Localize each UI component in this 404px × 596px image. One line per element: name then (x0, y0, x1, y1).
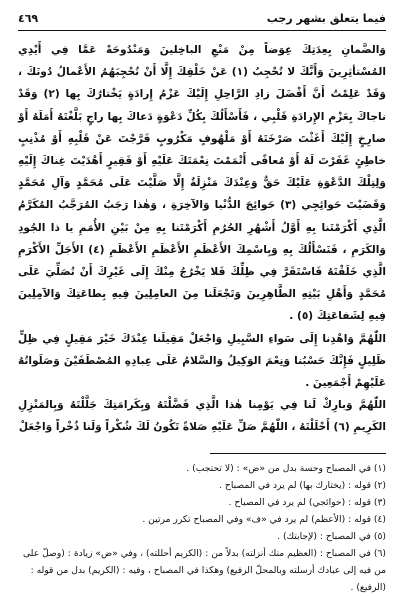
body-paragraph: وَالضَّمانِ بِعِدَتِكَ عِوَضاً مِنْ مَنْعِ الباخِلينَ وَمَنْدُوحَةً عَمَّا فِي أَيْدِي المُسْتأثِرِينَ وَأَنَّكَ لا تُحْجِبُ (١) عَنْ خَلْقِكَ إِلَّا أَنْ تُحْجِبَهُمُ الأَعْمالُ دُونَكَ ، وَقَدْ عَلِمْتُ أَنَّ أَفْضَلَ زادِ الرَّاحِلِ إِلَيْكَ عَزْمُ إِرادَةٍ يَخْتارُكَ بِها (٢) وَقَدْ ناجاكَ بِعَزْمِ الإِرادَةِ قَلْبِي ، فَأَسْأَلُكَ بِكُلِّ دَعْوَةٍ دَعاكَ بِها راجٍ بَلَّغْتَهُ أَمَلَهُ أَوْ صارِخٍ إِلَيْكَ أَغَثْتَ صَرْخَتَهُ أَوْ مَلْهُوفٍ مَكْرُوبٍ فَرَّجْتَ عَنْ قَلْبِهِ أَوْ مُذْنِبٍ خاطِئٍ غَفَرْتَ لَهُ أَوْ مُعافًى أَتْمَمْتَ نِعْمَتَكَ عَلَيْهِ أَوْ فَقِيرٍ أَهْدَيْتَ غِناكَ إِلَيْهِ وَلِتِلْكَ الدَّعْوَةِ عَلَيْكَ حَقٌّ وَعِنْدَكَ مَنْزِلَةٌ إِلَّا صَلَّيْتَ عَلَى مُحَمَّدٍ وَآلِ مُحَمَّدٍ وَقَضَيْتَ حَوائِجِي (٣) حَوائِجَ الدُّنْيا وَالآخِرَةِ ، وَهٰذا رَجَبُ المُرَجَّبُ المُكَرَّمُ الَّذِي أَكْرَمْتَنا بِهِ أَوَّلُ أَشْهُرِ الحُرُمِ أَكْرَمْتَنا بِهِ مِنْ بَيْنِ الأُمَمِ يا ذا الجُودِ وَالكَرَمِ ، فَنَسْأَلُكَ بِهِ وَبِاسْمِكَ الأَعْظَمِ الأَعْظَمِ الأَعْظَمِ (٤) الأَجَلِّ الأَكْرَمِ الَّذِي خَلَقْتَهُ فَاسْتَقَرَّ فِي ظِلِّكَ فَلا يَخْرُجُ مِنْكَ إِلَى غَيْرِكَ أَنْ تُصَلِّيَ عَلَى مُحَمَّدٍ وَأَهْلِ بَيْتِهِ الطَّاهِرِينَ وَتَجْعَلَنا مِنَ العامِلِينَ فِيهِ بِطاعَتِكَ وَالآمِلِينَ فِيهِ لِشَفاعَتِكَ (٥) . (18, 44, 387, 323)
page-number: ٤٦٩ (18, 12, 39, 25)
footnote: (٥) في المصباح : (لإجابتك) . (277, 530, 386, 542)
footnote: (٣) قوله : (حوائجي) لم يرد في المصباح . (228, 496, 386, 508)
footnote-divider (210, 453, 386, 454)
footnotes (18, 460, 386, 596)
running-title: فيما يتعلق بشهر رجب (266, 12, 386, 25)
body-text (18, 39, 386, 439)
footnote: (٤) قوله : (الأعظم) لم يرد في «ف» وفي المصباح تكرر مرتين . (142, 513, 386, 525)
body-paragraph: اللّٰهُمَّ وَبارِكْ لَنا فِي يَوْمِنا هٰذا الَّذِي فَضَّلْتَهُ وَبِكَرامَتِكَ جَلَّلْتَهُ وَبِالمَنْزِلِ الكَرِيمِ (٦) أَحْلَلْتَهُ ، اللّٰهُمَّ صَلِّ عَلَيْهِ صَلاةً تَكُونُ لَكَ شُكْراً وَلَنا ذُخْراً وَاجْعَلْ (18, 399, 386, 434)
page-header (18, 10, 386, 28)
footnote: (٢) قوله : (يختارك بها) لم يرد في المصباح . (219, 479, 386, 491)
footnote: (١) في المصباح وحسة بدل من «ض» : (لا تحتجب) . (186, 462, 386, 474)
header-rule (18, 30, 386, 31)
body-paragraph: اللّٰهُمَّ وَاهْدِنا إِلَى سَواءِ السَّبِيلِ وَاجْعَلْ مَقِيلَنا عِنْدَكَ خَيْرَ مَقِيلٍ فِي ظِلٍّ ظَلِيلٍ فَإِنَّكَ حَسْبُنا وَنِعْمَ الوَكِيلُ وَالسَّلامُ عَلَى عِبادِهِ المُصْطَفَيْنَ وَصَلَواتُهُ عَلَيْهِمْ أَجْمَعِينَ . (18, 332, 386, 390)
footnote: (٦) في المصباح : (العظيم منك أنزلته) بدلاً من : (الكريم أحللته) ، وفي «ض» زيادة : (وصلّ على من فيه إلى عبادك أرسلته وبالمحلّ الرفيع) وهكذا في المصباح ، وفيه : (الكريم) بدل من قوله : (الرفيع) . (23, 547, 386, 593)
